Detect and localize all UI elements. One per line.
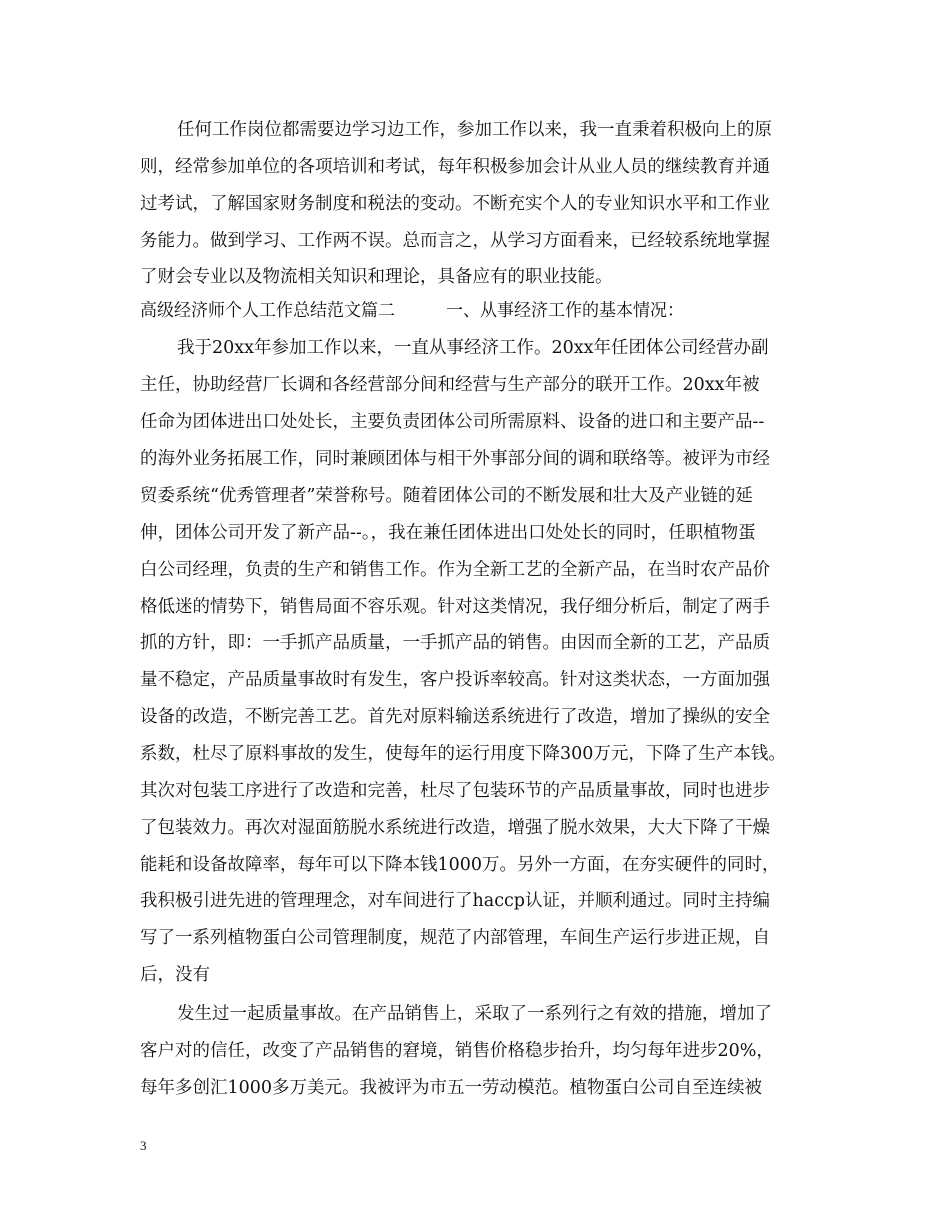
text-line: 务能力。做到学习、工作两不误。总而言之，从学习方面看来，已经较系统地掌握: [140, 231, 770, 251]
text-line: 格低迷的情势下，销售局面不容乐观。针对这类情况，我仔细分析后，制定了两手: [140, 597, 770, 617]
text-line: 我积极引进先进的管理理念，对车间进行了haccp认证，并顺利通过。同时主持编: [140, 891, 771, 911]
text-line: 任命为团体进出口处处长，主要负责团体公司所需原料、设备的进口和主要产品--: [140, 412, 765, 432]
text-line: 系数，杜尽了原料事故的发生，使每年的运行用度下降300万元，下降了生产本钱。: [140, 744, 786, 764]
text-line: 发生过一起质量事故。在产品销售上，采取了一系列行之有效的措施，增加了: [177, 1004, 772, 1024]
text-line: 过考试，了解国家财务制度和税法的变动。不断充实个人的专业知识水平和工作业: [140, 194, 770, 214]
text-line: 抓的方针，即：一手抓产品质量，一手抓产品的销售。由因而全新的工艺，产品质: [140, 633, 770, 653]
text-line: 伸，团体公司开发了新产品--。，我在兼任团体进出口处处长的同时，任职植物蛋: [140, 523, 756, 543]
text-line: 贸委系统“优秀管理者”荣誉称号。随着团体公司的不断发展和壮大及产业链的延: [140, 486, 753, 506]
section-subtitle: 一、从事经济工作的基本情况：: [445, 301, 684, 321]
text-line: 客户对的信任，改变了产品销售的窘境，销售价格稳步抬升，均匀每年进步20%，: [140, 1041, 774, 1061]
section-heading: [140, 300, 820, 322]
text-line: 后，没有: [140, 965, 210, 985]
text-line: 每年多创汇1000多万美元。我被评为市五一劳动模范。植物蛋白公司自至连续被: [140, 1078, 763, 1098]
page-number: 3: [140, 1138, 147, 1153]
article-title: 高级经济师个人工作总结范文篇二: [140, 301, 395, 321]
text-line: 的海外业务拓展工作，同时兼顾团体与相干外事部分间的调和联络等。被评为市经: [140, 449, 770, 469]
text-line: 任何工作岗位都需要边学习边工作，参加工作以来，我一直秉着积极向上的原: [177, 120, 772, 140]
text-line: 其次对包装工序进行了改造和完善，杜尽了包装环节的产品质量事故，同时也进步: [140, 781, 770, 801]
text-line: 我于20xx年参加工作以来，一直从事经济工作。20xx年任团体公司经营办副: [177, 338, 769, 358]
text-line: 能耗和设备故障率，每年可以下降本钱1000万。另外一方面，在夯实硬件的同时，: [140, 855, 780, 875]
text-line: 写了一系列植物蛋白公司管理制度，规范了内部管理，车间生产运行步进正规，自: [140, 928, 770, 948]
text-line: 了包装效力。再次对湿面筋脱水系统进行改造，增强了脱水效果，大大下降了干燥: [140, 818, 770, 838]
text-line: 设备的改造，不断完善工艺。首先对原料输送系统进行了改造，增加了操纵的安全: [140, 707, 770, 727]
text-line: 了财会专业以及物流相关知识和理论，具备应有的职业技能。: [140, 267, 613, 287]
text-line: 白公司经理，负责的生产和销售工作。作为全新工艺的全新产品，在当时农产品价: [140, 560, 770, 580]
text-line: 量不稳定，产品质量事故时有发生，客户投诉率较高。针对这类状态，一方面加强: [140, 670, 770, 690]
text-line: 主任，协助经营厂长调和各经营部分间和经营与生产部分的联开工作。20xx年被: [140, 375, 760, 395]
text-line: 则，经常参加单位的各项培训和考试，每年积极参加会计从业人员的继续教育并通: [140, 157, 770, 177]
